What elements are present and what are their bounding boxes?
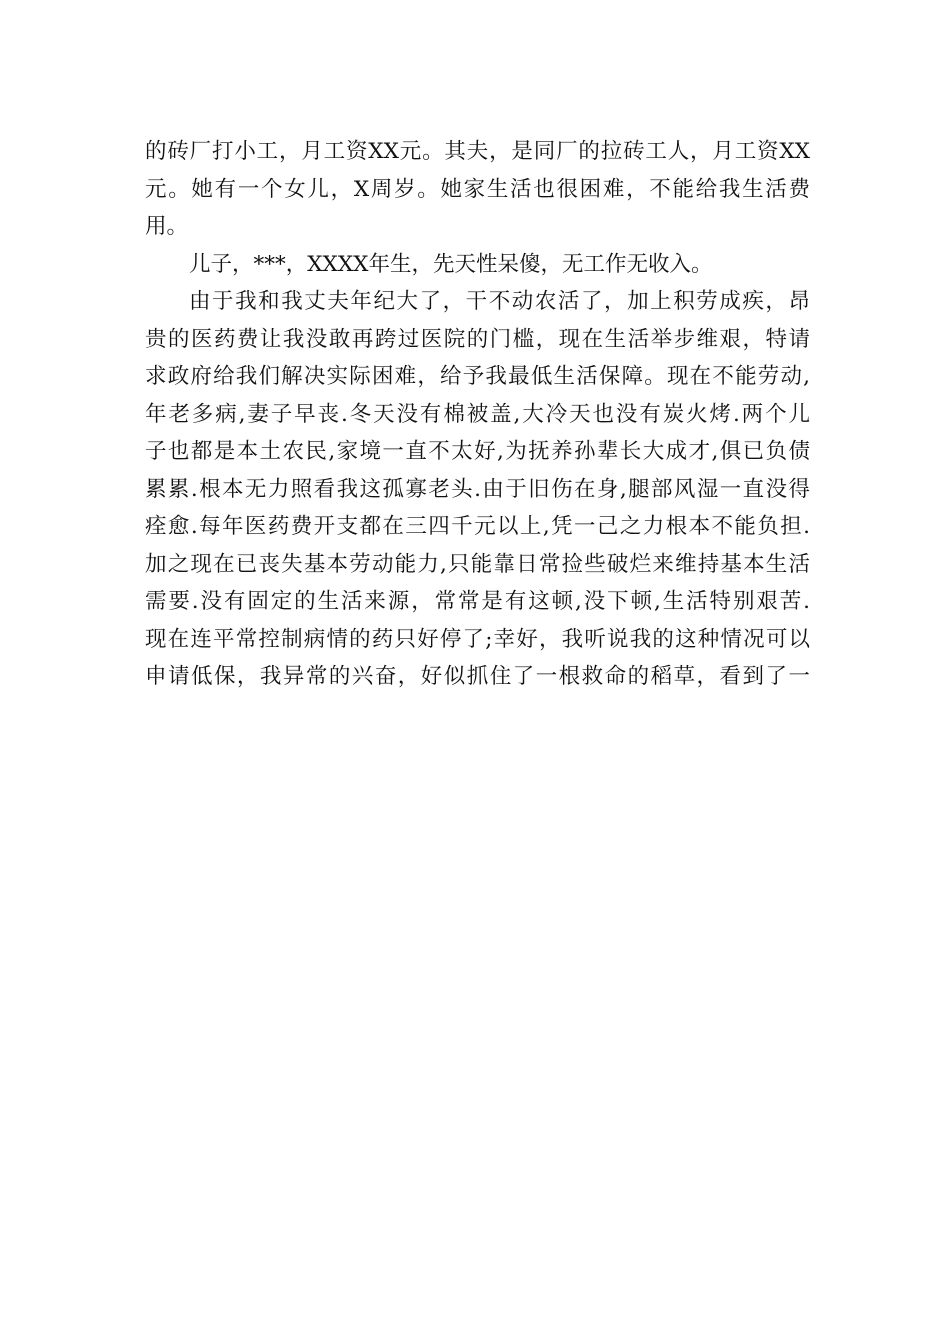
document-text-body — [145, 133, 810, 696]
text-line: 儿子，***，XXXX年生，先天性呆傻，无工作无收入。 — [189, 251, 713, 277]
text-line: 贵的医药费让我没敢再跨过医院的门槛，现在生活举步维艰，特请 — [145, 326, 810, 352]
text-line: 子也都是本土农民,家境一直不太好,为抚养孙辈长大成才,俱已负债 — [145, 439, 810, 464]
text-line: 年老多病,妻子早丧.冬天没有棉被盖,大冷天也没有炭火烤.两个儿 — [145, 401, 810, 427]
text-line: 痊愈.每年医药费开支都在三四千元以上,凭一己之力根本不能负担. — [145, 514, 810, 539]
text-line: 现在连平常控制病情的药只好停了;幸好，我听说我的这种情况可以 — [145, 626, 810, 652]
text-line: 申请低保，我异常的兴奋，好似抓住了一根救命的稻草，看到了一 — [145, 664, 810, 689]
text-line: 需要.没有固定的生活来源，常常是有这顿,没下顿,生活特别艰苦. — [145, 589, 810, 614]
text-line: 用。 — [145, 214, 189, 239]
text-line: 加之现在已丧失基本劳动能力,只能靠日常捡些破烂来维持基本生活 — [145, 551, 810, 577]
text-line: 累累.根本无力照看我这孤寡老头.由于旧伤在身,腿部风湿一直没得 — [145, 476, 810, 502]
text-line: 求政府给我们解决实际困难，给予我最低生活保障。现在不能劳动, — [145, 364, 810, 389]
text-line: 由于我和我丈夫年纪大了，干不动农活了，加上积劳成疾，昂 — [189, 289, 810, 314]
text-line: 元。她有一个女儿，X周岁。她家生活也很困难，不能给我生活费 — [145, 176, 810, 202]
text-line: 的砖厂打小工，月工资XX元。其夫，是同厂的拉砖工人，月工资XX — [145, 139, 810, 164]
